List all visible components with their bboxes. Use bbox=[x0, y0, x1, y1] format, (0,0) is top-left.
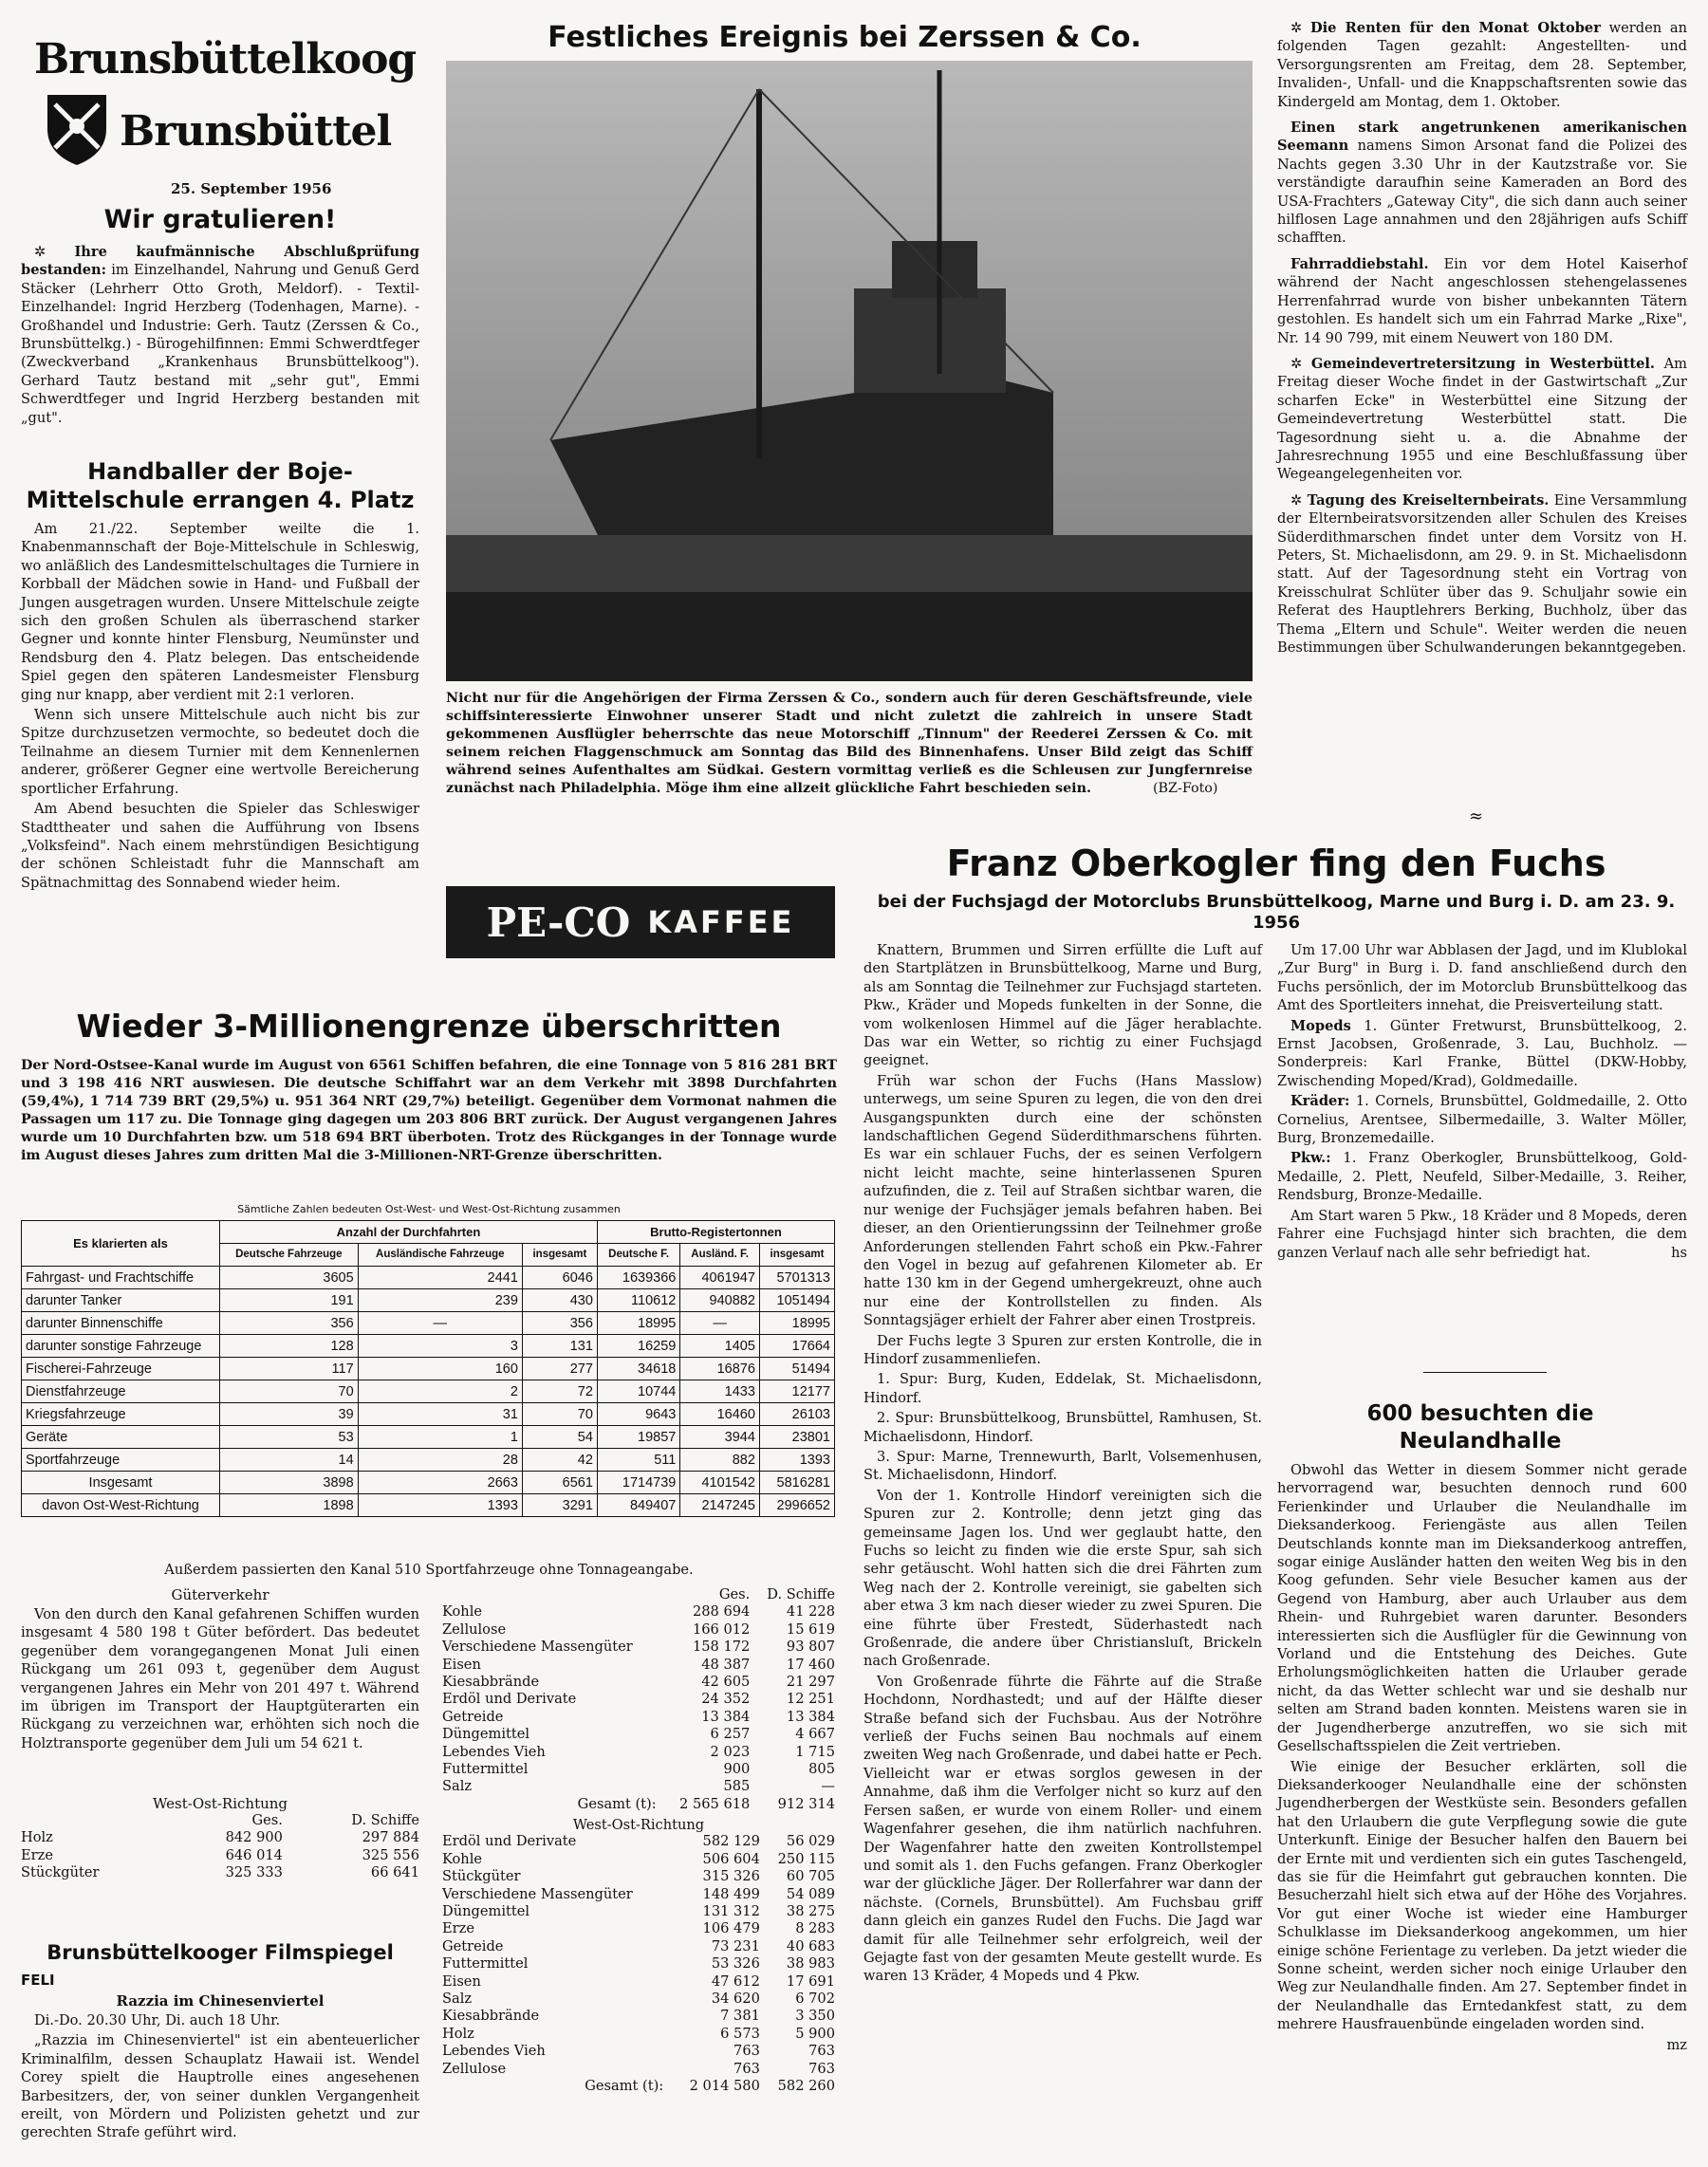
list-item: Kiesabbrände 42 605 21 297 bbox=[442, 1674, 835, 1691]
wo-title: West-Ost-Richtung bbox=[152, 1795, 288, 1812]
photo-credit: (BZ-Foto) bbox=[1152, 781, 1218, 796]
neuland-article: Obwohl das Wetter in diesem Sommer nicht gerade hervorragend war, besuchten dennoch rund 600 Ferienkinder und Urlauber die Neulandhalle im Dieksanderkoog. Feriengäste aus allen Teilen Deutschlands konnte man im Dieksanderkoog antreffen, sogar einige Ausländer hatten den weiten Weg bis in den Koog gefunden. Sehr viele Besucher kamen aus der Gegend von Hamburg, aber auch Urlauber aus dem Rhein- und Ruhrgebiet waren darunter. Besonders interessierten sich die Ausflügler für die Gewinnung von Vorland und die Entstehung des Deiches. Gute Erholungsmöglichkeiten hatten die Urlauber gerade nicht, da das Wetter schlecht war und sie deshalb nur selten am Strand baden konnten. Meistens waren sie in der Jugendherberge anzutreffen, wo sie sich mit Gesellschaftsspielen die Zeit vertrieben. Wie einige der Besucher erklärten, soll die Dieksanderkooger Neulandhalle eine der schönsten Jugendherbergen der Westküste sein. Besonders gefallen hat den Urlaubern die gute Verpflegung sowie die gute Unterkunft. Einige der Besucher halfen den Bauern bei der Ernte mit und verdienten sich ein gutes Taschengeld, das sie für die Heimfahrt gut gebrauchen konnten. Die Besucherzahl hielt sich etwa auf der Höhe des Vorjahres. Vor gut einer Woche ist wieder eine Hamburger Schulklasse im Dieksanderkoog angekommen, um hier einige schöne Ferientage zu verleben. Da jetzt wieder die Sonne scheint, werden sicher noch einige Urlauber den Weg zur Neulandhalle finden. Am 27. September findet in der Neulandhalle das Erntedankfest statt, zu dem mehrere Hausfrauenbünde eingeladen worden sind. mz bbox=[1277, 1462, 1687, 2053]
coat-of-arms-icon bbox=[44, 91, 110, 167]
star-icon: ✲ bbox=[1290, 355, 1303, 372]
film-movie: Razzia im Chinesenviertel bbox=[116, 1992, 325, 2010]
table-cell: 3 bbox=[358, 1335, 522, 1358]
list-item: Kohle 506 604 250 115 bbox=[442, 1850, 835, 1867]
list-item: Erze 646 014 325 556 bbox=[21, 1846, 419, 1863]
table-cell: 191 bbox=[220, 1289, 359, 1312]
table-cell: 239 bbox=[358, 1289, 522, 1312]
row-label: Fahrgast- und Frachtschiffe bbox=[22, 1267, 220, 1289]
list-item: Verschiedene Massengüter 158 172 93 807 bbox=[442, 1639, 835, 1656]
ship-photo bbox=[446, 61, 1253, 681]
star-icon: ✲ bbox=[1290, 20, 1303, 36]
table-cell: 277 bbox=[522, 1358, 597, 1380]
gratulieren-title: Wir gratulieren! bbox=[103, 205, 337, 234]
table-cell: 23801 bbox=[759, 1426, 834, 1449]
table-cell: 110612 bbox=[597, 1289, 679, 1312]
handball-title: Handballer der Boje-Mittelschule errangen 4. Platz bbox=[26, 458, 415, 513]
col-sub: Deutsche F. bbox=[597, 1244, 679, 1267]
list-item: Kohle 288 694 41 228 bbox=[442, 1603, 835, 1621]
table-cell: 2 bbox=[358, 1380, 522, 1403]
transit-table bbox=[21, 1220, 835, 1517]
list-item: Stückgüter 325 333 66 641 bbox=[21, 1864, 419, 1881]
list-item: Stückgüter 315 326 60 705 bbox=[442, 1868, 835, 1885]
table-cell: 2441 bbox=[358, 1267, 522, 1289]
table-cell: 17664 bbox=[759, 1335, 834, 1358]
film-text: Di.-Do. 20.30 Uhr, Di. auch 18 Uhr. „Razzia im Chinesenviertel" ist ein abenteuerlicher Kriminalfilm, dessen Schauplatz Hawaii ist. Wendel Corey spielt die Hauptrolle eines angesehenen Barbesitzers, der, von seiner dunklen Vergangenheit ereilt, von Mördern und Polizisten gehetzt und zur gerechten Strafe geführt wird. bbox=[21, 2012, 419, 2141]
table-cell: 12177 bbox=[759, 1380, 834, 1403]
table-cell: 3898 bbox=[220, 1472, 359, 1494]
table-cell: 1393 bbox=[759, 1449, 834, 1472]
sport-note: Außerdem passierten den Kanal 510 Sportfahrzeuge ohne Tonnageangabe. bbox=[164, 1562, 694, 1578]
table-cell: 5701313 bbox=[759, 1267, 834, 1289]
col-sub: insgesamt bbox=[759, 1244, 834, 1267]
table-cell: 42 bbox=[522, 1449, 597, 1472]
ow-goods: Ges. D. Schiffe Kohle 288 694 41 228 Zellulose 166 012 15 619 Verschiedene Massengüter 158 172 93 807 Eisen 48 387 17 460 Kiesabbrände 42 605 21 297 Erdöl und Derivate 24 352 12 251 Getreide 13 384 13 384 Düngemittel 6 257 4 667 Lebendes Vieh 2 023 1 715 Futtermittel 900 805 Salz 585 — Gesamt (t): 2 565 618 912 314 West-Ost-Richtung Erdöl und Derivate 582 129 56 029 Kohle 506 604 250 115 Stückgüter 315 326 60 705 Verschiedene Massengüter 148 499 54 089 Düngemittel 131 312 38 275 Erze 106 479 8 283 Getreide 73 231 40 683 Futtermittel 53 326 38 983 Eisen 47 612 17 691 Salz 34 620 6 702 Kiesabbrände 7 381 3 350 Holz 6 573 5 900 Lebendes Vieh 763 763 Zellulose 763 763 Gesamt (t): 2 014 580 582 260 bbox=[442, 1586, 835, 2094]
table-cell: 6561 bbox=[522, 1472, 597, 1494]
table-cell: — bbox=[680, 1312, 760, 1335]
col-klass: Es klarierten als bbox=[22, 1221, 220, 1267]
kanal-title: Wieder 3-Millionengrenze überschritten bbox=[76, 1008, 782, 1045]
col-brutto: Brutto-Registertonnen bbox=[597, 1221, 834, 1244]
table-cell: 1 bbox=[358, 1426, 522, 1449]
film-title: Brunsbüttelkooger Filmspiegel bbox=[46, 1941, 394, 1964]
signature: hs bbox=[1671, 1244, 1687, 1261]
table-cell: 19857 bbox=[597, 1426, 679, 1449]
table-cell: 70 bbox=[220, 1380, 359, 1403]
col-sub: Ausländ. F. bbox=[680, 1244, 760, 1267]
table-cell: 2663 bbox=[358, 1472, 522, 1494]
list-item: Düngemittel 131 312 38 275 bbox=[442, 1902, 835, 1919]
wo2-title: West-Ost-Richtung bbox=[572, 1817, 705, 1834]
table-row bbox=[22, 1403, 835, 1426]
table-row bbox=[22, 1472, 835, 1494]
list-item: Verschiedene Massengüter 148 499 54 089 bbox=[442, 1885, 835, 1902]
table-cell: 1393 bbox=[358, 1494, 522, 1517]
masthead-subtitle: Brunsbüttel bbox=[120, 107, 392, 156]
table-cell: 3291 bbox=[522, 1494, 597, 1517]
row-label: Geräte bbox=[22, 1426, 220, 1449]
table-cell: 1433 bbox=[680, 1380, 760, 1403]
row-label: darunter Tanker bbox=[22, 1289, 220, 1312]
table-note: Sämtliche Zahlen bedeuten Ost-West- und West-Ost-Richtung zusammen bbox=[237, 1203, 621, 1215]
row-label: Fischerei-Fahrzeuge bbox=[22, 1358, 220, 1380]
table-cell: 160 bbox=[358, 1358, 522, 1380]
table-cell: 16876 bbox=[680, 1358, 760, 1380]
list-item: Erze 106 479 8 283 bbox=[442, 1920, 835, 1937]
table-row bbox=[22, 1380, 835, 1403]
table-row bbox=[22, 1449, 835, 1472]
table-cell: 14 bbox=[220, 1449, 359, 1472]
gueter-text: Von den durch den Kanal gefahrenen Schiffen wurden insgesamt 4 580 198 t Güter befördert. Das bedeutet gegenüber dem vorangegangenen Monat Juli einen Rückgang um 261 093 t, gegenüber dem August vergangenen Jahres ein Mehr von 201 497 t. Während im übrigen im Transport der Hauptgüterarten ein Rückgang zu verzeichnen war, erhöhten sich noch die Holztransporte gegenüber dem Juli um 54 621 t. bbox=[21, 1606, 419, 1751]
table-cell: 34618 bbox=[597, 1358, 679, 1380]
table-cell: 1898 bbox=[220, 1494, 359, 1517]
table-cell: 3605 bbox=[220, 1267, 359, 1289]
table-cell: 849407 bbox=[597, 1494, 679, 1517]
col-anzahl: Anzahl der Durchfahrten bbox=[220, 1221, 598, 1244]
table-cell: 1405 bbox=[680, 1335, 760, 1358]
table-cell: 16460 bbox=[680, 1403, 760, 1426]
row-label: davon Ost-West-Richtung bbox=[22, 1494, 220, 1517]
col-sub: Deutsche Fahrzeuge bbox=[220, 1244, 359, 1267]
row-label: Dienstfahrzeuge bbox=[22, 1380, 220, 1403]
table-cell: 18995 bbox=[759, 1312, 834, 1335]
table-row bbox=[22, 1335, 835, 1358]
table-cell: 2996652 bbox=[759, 1494, 834, 1517]
wo-small: Ges. D. Schiffe Holz 842 900 297 884 Erze 646 014 325 556 Stückgüter 325 333 66 641 bbox=[21, 1812, 419, 1881]
table-cell: 4101542 bbox=[680, 1472, 760, 1494]
list-item: Erdöl und Derivate 24 352 12 251 bbox=[442, 1691, 835, 1708]
table-cell: 4061947 bbox=[680, 1267, 760, 1289]
photo-caption: Nicht nur für die Angehörigen der Firma Zerssen & Co., sondern auch für deren Geschäftsfreunde, viele schiffsinteressierte Einwohner unserer Stadt und nicht zuletzt die zahlreich in unsere Stadt gekommenen Ausflügler beherrschte das neue Motorschiff „Tinnum" der Reederei Zerssen & Co. mit seinem reichen Flaggenschmuck am Sonntag das Bild des Binnenhafens. Unser Bild zeigt das Schiff während seines Aufenthaltes am Südkai. Gestern vormittag verließ es die Schleusen zur Jungfernreise zunächst nach Philadelphia. Möge ihm eine allzeit glückliche Fahrt beschieden sein. (BZ-Foto) bbox=[446, 691, 1253, 796]
masthead-title: Brunsbüttelkoog bbox=[34, 35, 417, 83]
peco-ad bbox=[446, 886, 835, 958]
table-cell: 430 bbox=[522, 1289, 597, 1312]
issue-date: 25. September 1956 bbox=[171, 180, 332, 197]
ship-image bbox=[446, 61, 1253, 681]
table-cell: 9643 bbox=[597, 1403, 679, 1426]
table-cell: 2147245 bbox=[680, 1494, 760, 1517]
handball-article: Am 21./22. September weilte die 1. Knabenmannschaft der Boje-Mittelschule in Schleswig, wo anläßlich des Landesmittelschultages die Turniere in Korbball der Mädchen sowie in Hand- und Fußball der Jungen ausgetragen wurden. Unsere Mittelschule zeigte sich den großen Schulen als überraschend starker Gegner und konnte hinter Flensburg, Neumünster und Rendsburg den 4. Platz belegen. Das entscheidende Spiel gegen den späteren Landesmeister Flensburg ging nur knapp, aber verdient mit 2:1 verloren. Wenn sich unsere Mittelschule auch nicht bis zur Spitze durchzusetzen vermochte, so bedeutet doch die Teilnahme an diesem Turnier mit dem Kennenlernen anderer, größerer Gegner eine wertvolle Bereicherung sportlicher Erfahrung. Am Abend besuchten die Spieler das Schleswiger Stadttheater und sahen die Aufführung von Ibsens „Volksfeind". Nach einem mehrstündigen Besichtigung der schönen Schleistadt fuhr die Mannschaft am Spätnachmittag des Sonnabend wieder heim. bbox=[21, 521, 419, 891]
table-cell: 18995 bbox=[597, 1312, 679, 1335]
table-cell: 72 bbox=[522, 1380, 597, 1403]
table-cell: 28 bbox=[358, 1449, 522, 1472]
list-item: Düngemittel 6 257 4 667 bbox=[442, 1726, 835, 1743]
table-cell: 1714739 bbox=[597, 1472, 679, 1494]
list-item: Futtermittel 53 326 38 983 bbox=[442, 1955, 835, 1973]
row-label: darunter sonstige Fahrzeuge bbox=[22, 1335, 220, 1358]
table-cell: 6046 bbox=[522, 1267, 597, 1289]
list-item: Lebendes Vieh 763 763 bbox=[442, 2043, 835, 2060]
table-cell: 940882 bbox=[680, 1289, 760, 1312]
star-icon: ✲ bbox=[34, 244, 46, 260]
list-item: Holz 842 900 297 884 bbox=[21, 1829, 419, 1846]
table-cell: 16259 bbox=[597, 1335, 679, 1358]
ad-product: KAFFEE bbox=[647, 904, 795, 940]
wave-ornament: ≈ bbox=[1469, 806, 1484, 826]
kanal-intro: Der Nord-Ostsee-Kanal wurde im August von 6561 Schiffen befahren, die eine Tonnage von 5 816 281 BRT und 3 198 416 NRT auswiesen. Die deutsche Schiffahrt war an dem Verkehr mit 3898 Durchfahrten (59,4%), 1 714 739 BRT (29,5%) u. 951 364 NRT (29,7%) beteiligt. Gegenüber dem Vormonat nahmen die Passagen um 117 zu. Die Tonnage ging dagegen um 203 806 BRT zurück. Der August vergangenen Jahres wurde um 10 Durchfahrten bzw. um 518 694 BRT überboten. Trotz des Rückganges in der Tonnage wurde im August dieses Jahres zum dritten Mal die 3-Millionen-NRT-Grenze überschritten. bbox=[21, 1058, 837, 1163]
right-notices: ✲ Die Renten für den Monat Oktober werden an folgenden Tagen gezahlt: Angestellten- und Versorgungsrenten am Freitag, dem 28. September, Invaliden-, Unfall- und die Knappschaftsrenten sowie das Kindergeld am Montag, dem 1. Oktober. Einen stark angetrunkenen amerikanischen Seemann namens Simon Arsonat fand die Polizei des Nachts gegen 3.30 Uhr in der Kautzstraße vor. Sie verständigte daraufhin seine Kameraden an Bord des USA-Frachters „Gateway City", die sich dann auch seiner hilflosen Lage annahmen und den 28jährigen aufs Schiff schafften. Fahrraddiebstahl. Ein vor dem Hotel Kaiserhof während der Nacht angeschlossen stehengelassenes Herrenfahrrad wurde von bisher unbekannten Tätern gestohlen. Es handelt sich um ein Fahrrad Marke „Rixe", Nr. 14 90 799, mit einem Neuwert von 180 DM. ✲ Gemeindevertretersitzung in Westerbüttel. Am Freitag dieser Woche findet in der Gastwirtschaft „Zur scharfen Ecke" in Westerbüttel eine Sitzung der Gemeindevertretung Westerbüttel statt. Die Tagesordnung sieht u. a. die Abnahme der Jahresrechnung 1955 und eine Beschlußfassung über Wegeangelegenheiten vor. ✲ Tagung des Kreiselternbeirats. Eine Versammlung der Elternbeiratsvorsitzenden aller Schulen des Kreises Süderdithmarschen findet unter dem Vorsitz von H. Peters, St. Michaelisdonn, am 29. 9. in St. Michaelisdonn statt. Auf der Tagesordnung steht ein Vortrag von Kreisschulrat Schlüter über das 9. Schuljahr sowie ein Referat des Hauptlehrers Berking, Buchholz, über das Thema „Eltern und Schule". Weiter werden die neuen Bestimmungen über Schulwanderungen bekanntgegeben. bbox=[1277, 20, 1688, 656]
table-cell: 1639366 bbox=[597, 1267, 679, 1289]
table-cell: 882 bbox=[680, 1449, 760, 1472]
gueter-title: Güterverkehr bbox=[171, 1586, 269, 1603]
divider bbox=[1423, 1372, 1547, 1373]
table-cell: 128 bbox=[220, 1335, 359, 1358]
table-cell: 10744 bbox=[597, 1380, 679, 1403]
table-row bbox=[22, 1494, 835, 1517]
table-row bbox=[22, 1289, 835, 1312]
list-item: Getreide 13 384 13 384 bbox=[442, 1708, 835, 1725]
gratulieren-article: ✲ Ihre kaufmännische Abschlußprüfung bestanden: im Einzelhandel, Nahrung und Genuß Gerd Stäcker (Lehrherr Otto Groth, Meldorf). - Textil-Einzelhandel: Ingrid Herzberg (Todenhagen, Marne). - Großhandel und Industrie: Gerh. Tautz (Zerssen & Co., Brunsbüttelkg.) - Bürogehilfinnen: Emmi Schwerdtfeger (Zweckverband „Krankenhaus Brunsbüttelkoog"). Gerhard Tautz bestand mit „sehr gut", Emmi Schwerdtfeger und Ingrid Herzberg bestanden mit „gut". bbox=[21, 244, 420, 426]
table-cell: 26103 bbox=[759, 1403, 834, 1426]
film-venue: FELI bbox=[21, 1972, 55, 1989]
table-cell: — bbox=[358, 1312, 522, 1335]
list-item: Eisen 47 612 17 691 bbox=[442, 1973, 835, 1990]
col-sub: insgesamt bbox=[522, 1244, 597, 1267]
list-item: Eisen 48 387 17 460 bbox=[442, 1656, 835, 1673]
photo-title: Festliches Ereignis bei Zerssen & Co. bbox=[548, 21, 1142, 54]
list-item: Zellulose 166 012 15 619 bbox=[442, 1621, 835, 1638]
fuchs-article: Knattern, Brummen und Sirren erfüllte die Luft auf den Startplätzen in Brunsbüttelkoog, Marne und Burg, als am Sonntag die Teilnehmer zur Fuchsjagd starteten. Pkw., Kräder und Mopeds funkelten in der Sonne, die vom wolkenlosen Himmel auf die Jäger herablachte. Das war ein Wetter, so richtig zu einer Fuchsjagd geeignet. Früh war schon der Fuchs (Hans Masslow) unterwegs, um seine Spuren zu legen, die von den drei Ausgangspunkten durch eine der schönsten landschaftlichen Gegend Süderdithmarschens führten. Es war ein schlauer Fuchs, der es seinen Verfolgern nicht leicht machte, seine hinterlassenen Spuren aufzufinden, die z. Teil auf Straßen sichtbar waren, die nur wenige der Fuchsjäger jemals befahren haben. Bei dieser, an den Orientierungssinn der Teilnehmer große Anforderungen stellenden Fahrt schoß ein Pkw.-Fahrer den Vogel in bezug auf gefahrenen Kilometer ab. Er hatte 130 km in der Gegend umhergekreuzt, ohne auch nur eine der Kontrollstellen zu finden. Als Sonntagsjäger erhielt der Fahrer aber einen Trostpreis. Der Fuchs legte 3 Spuren zur ersten Kontrolle, die in Hindorf zusammenliefen. 1. Spur: Burg, Kuden, Eddelak, St. Michaelisdonn, Hindorf. 2. Spur: Brunsbüttelkoog, Brunsbüttel, Ramhusen, St. Michaelisdonn, Hindorf. 3. Spur: Marne, Trennewurth, Barlt, Volsemenhusen, St. Michaelisdonn, Hindorf. Von der 1. Kontrolle Hindorf vereinigten sich die Spuren zur 2. Kontrolle; denn jetzt ging das gemeinsame Jagen los. Und wer geglaubt hatte, den Fuchs so leicht zu finden wie die erste Spur, sah sich sehr getäuscht. Wohl hatten sich die drei Fährten zum Weg nach der 2. Kontrolle vereinigt, sie gabelten sich aber etwa 3 km nach dieser wieder zu zwei Spuren. Die eine führte über Frestedt, Süderhastedt nach Großenrade, die andere über Christiansluſt, Brickeln nach Großenrade. Von Großenrade führte die Fährte auf die Straße Hochdonn, Nordhastedt; und auf der Hälfte dieser Straße befand sich der Fuchsbau. Aus der Notröhre verließ der Fuchs seinen Bau nochmals auf einem zweiten Weg nach Großenrade, und dabei hatte er Pech. Vielleicht war er etwas sorglos gewesen in der Annahme, daß ihm die Verfolger nicht so kurz auf den Fersen saßen, er wurde von einem Roller- und einem Wagenfahrer gesehen, die ihm natürlich nachfuhren. Der Wagenfahrer hatte den zweiten Kontrollstempel und somit als 1. den Fuchs gefangen. Franz Oberkogler war der glückliche Jäger. Der Rollerfahrer war dann der nächste. (Cornels, Brunsbüttel). Am Fuchsbau griff dann gleich ein ganzes Rudel den Fuchs. Die Jagd war damit für alle Teilnehmer sehr erfolgreich, weil der Gejagte fast von der gesamten Meute gestellt wurde. Es waren 13 Kräder, 4 Mopeds und 4 Pkw. bbox=[863, 942, 1262, 1985]
table-row bbox=[22, 1426, 835, 1449]
list-item: Getreide 73 231 40 683 bbox=[442, 1937, 835, 1954]
signature: mz bbox=[1666, 2036, 1687, 2053]
row-label: Sportfahrzeuge bbox=[22, 1449, 220, 1472]
list-item: Kiesabbrände 7 381 3 350 bbox=[442, 2008, 835, 2025]
ad-brand: PE-CO bbox=[486, 898, 631, 946]
list-item: Lebendes Vieh 2 023 1 715 bbox=[442, 1743, 835, 1760]
table-row bbox=[22, 1312, 835, 1335]
table-row bbox=[22, 1358, 835, 1380]
table-cell: 511 bbox=[597, 1449, 679, 1472]
table-cell: 356 bbox=[522, 1312, 597, 1335]
table-cell: 117 bbox=[220, 1358, 359, 1380]
table-cell: 39 bbox=[220, 1403, 359, 1426]
list-item: Salz 34 620 6 702 bbox=[442, 1990, 835, 2007]
table-cell: 3944 bbox=[680, 1426, 760, 1449]
fuchs-subtitle: bei der Fuchsjagd der Motorclubs Brunsbüttelkoog, Marne und Burg i. D. am 23. 9. 1956 bbox=[877, 892, 1676, 933]
table-cell: 1051494 bbox=[759, 1289, 834, 1312]
fuchs-results: Um 17.00 Uhr war Abblasen der Jagd, und im Klublokal „Zur Burg" in Burg i. D. fand anschließend durch den Fuchs persönlich, der im Motorclub Brunsbüttelkoog das Amt des Sportleiters innehat, die Preisverteilung statt. Mopeds 1. Günter Fretwurst, Brunsbüttelkoog, 2. Ernst Jacobsen, Großenrade, 3. Lau, Buchholz. — Sonderpreis: Karl Franke, Büttel (DKW-Hobby, Zwischending Moped/Krad), Goldmedaille. Kräder: 1. Cornels, Brunsbüttel, Goldmedaille, 2. Otto Cornelius, Arentsee, Silbermedaille, 3. Walter Möller, Burg, Bronzemedaille. Pkw.: 1. Franz Oberkogler, Brunsbüttelkoog, Gold-Medaille, 2. Plett, Neufeld, Silber-Medaille, 3. Reiher, Rendsburg, Bronze-Medaille. Am Start waren 5 Pkw., 18 Kräder und 8 Mopeds, deren Fahrer eine Fuchsjagd hinter sich brachten, die dem ganzen Verlauf nach alle sehr befriedigt hat. hs bbox=[1277, 942, 1688, 1261]
table-cell: 31 bbox=[358, 1403, 522, 1426]
table-cell: 356 bbox=[220, 1312, 359, 1335]
table-row bbox=[22, 1267, 835, 1289]
table-cell: 54 bbox=[522, 1426, 597, 1449]
list-item: Holz 6 573 5 900 bbox=[442, 2025, 835, 2042]
star-icon: ✲ bbox=[1290, 491, 1303, 509]
table-cell: 51494 bbox=[759, 1358, 834, 1380]
list-item: Zellulose 763 763 bbox=[442, 2060, 835, 2077]
list-item: Erdöl und Derivate 582 129 56 029 bbox=[442, 1833, 835, 1850]
row-label: Kriegsfahrzeuge bbox=[22, 1403, 220, 1426]
col-sub: Ausländische Fahrzeuge bbox=[358, 1244, 522, 1267]
neuland-title: 600 besuchten die Neulandhalle bbox=[1366, 1401, 1594, 1454]
table-cell: 131 bbox=[522, 1335, 597, 1358]
row-label: Insgesamt bbox=[22, 1472, 220, 1494]
table-cell: 70 bbox=[522, 1403, 597, 1426]
table-cell: 53 bbox=[220, 1426, 359, 1449]
fuchs-title: Franz Oberkogler fing den Fuchs bbox=[946, 843, 1606, 884]
masthead bbox=[21, 28, 419, 180]
row-label: darunter Binnenschiffe bbox=[22, 1312, 220, 1335]
list-item: Salz 585 — bbox=[442, 1778, 835, 1795]
list-item: Futtermittel 900 805 bbox=[442, 1761, 835, 1778]
table-cell: 5816281 bbox=[759, 1472, 834, 1494]
